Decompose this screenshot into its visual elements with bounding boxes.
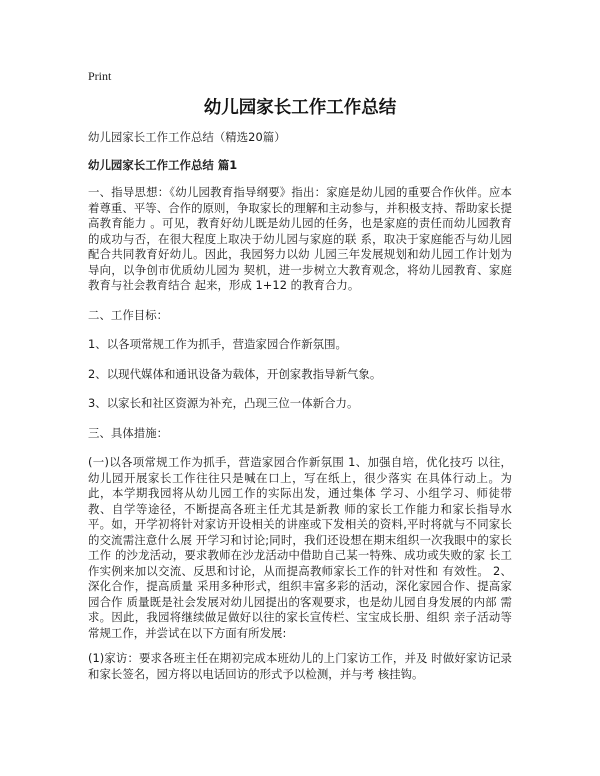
document-title: 幼儿园家长工作工作总结 [203, 98, 397, 118]
measures-paragraph: (一)以各项常规工作为抓手，营造家园合作新氛围 1、加强自培，优化技巧 以往，幼儿园开展家长工作往往只是喊在口上，写在纸上，很少落实 在具体行动上。为此，本学期我园将从幼儿园工作的实际出发，通过集体 学习、小组学习、师徒带教、自学等途径，不断提高各班主任尤其是新教 师的家长工作能力和家长指导水平。如，开学初将针对家访开设相关的讲座或下发相关的资料,平时将就与不同家长的交流需注意什么展 开学习和讨论;同时，我们还设想在期末组织一次我眼中的家长工作 的沙龙活动，要求教师在沙龙活动中借助自己某一特殊、成功或失败的家 长工作实例来加以交流、反思和讨论，从而提高教师家长工作的针对性和 有效性。 2、深化合作，提高质量 采用多种形式，组织丰富多彩的活动，深化家园合作、提高家园合作 质量既是社会发展对幼儿园提出的客观要求，也是幼儿园自身发展的内部 需求。因此，我园将继续做足做好以往的家长宣传栏、宝宝成长册、组织 亲子活动等常规工作，并尝试在以下方面有所发展: [88, 455, 512, 640]
document-body [88, 130, 512, 696]
goal-item-2: 2、以现代媒体和通讯设备为载体，开创家教指导新气象。 [88, 366, 382, 381]
print-label[interactable]: Print [88, 69, 112, 83]
goal-item-3: 3、以家长和社区资源为补充，凸现三位一体新合力。 [88, 396, 359, 410]
guiding-ideology-paragraph: 一、指导思想：《幼儿园教育指导纲要》指出：家庭是幼儿园的重要合作伙伴。应本 着尊重、平等、合作的原则，争取家长的理解和主动参与，并积极支持、帮助家长提高教育能力 。可见，教育好幼儿既是幼儿园的任务，也是家庭的责任而幼儿园教育的成功与否，在很大程度上取决于幼儿园与家庭的联 系，取决于家庭能否与幼儿园配合共同教育好幼儿。因此，我园努力以幼 儿园三年发展规划和幼儿园工作计划为导向，以争创市优质幼儿园为 契机，进一步树立大教育观念，将幼儿园教育、家庭教育与社会教育结合 起来，形成 1+12 的教育合力。 [88, 185, 512, 292]
section-heading: 幼儿园家长工作工作总结 篇1 [88, 157, 238, 172]
measures-heading: 三、具体措施： [88, 425, 169, 440]
document-subtitle: 幼儿园家长工作工作总结（精选20篇） [88, 130, 286, 144]
work-goals-heading: 二、工作目标： [88, 307, 169, 322]
home-visit-paragraph: (1)家访：要求各班主任在期初完成本班幼儿的上门家访工作，并及 时做好家访记录 和家长签名，园方将以电话回访的形式予以检测，并与考 核挂钩。 [88, 651, 512, 681]
goal-item-1: 1、以各项常规工作为抓手，营造家园合作新氛围。 [88, 337, 347, 351]
